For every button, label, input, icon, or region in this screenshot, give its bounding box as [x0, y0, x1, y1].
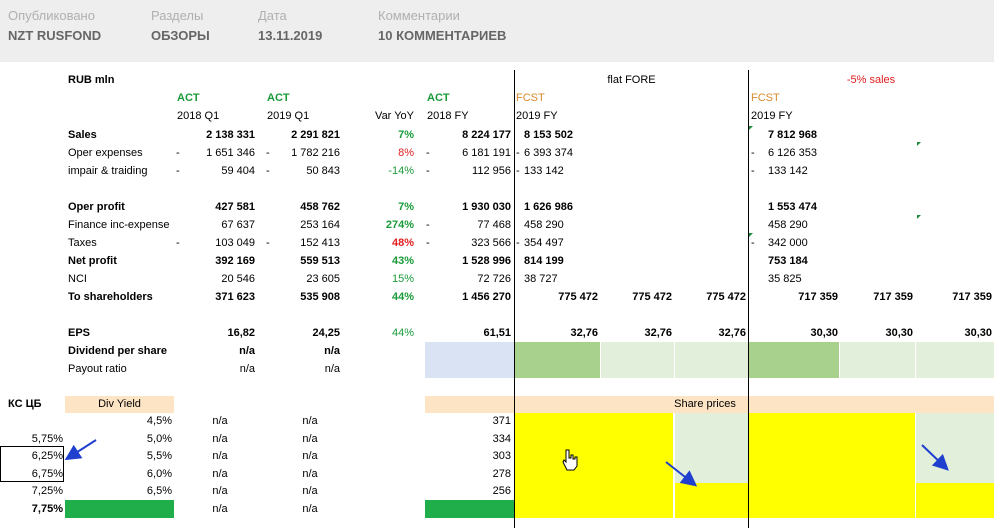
value-flat-1: 775 472: [558, 291, 598, 303]
flat-dividend-fill-3: [675, 342, 748, 378]
na-value-1: n/a: [212, 433, 228, 445]
minus-sign: -: [176, 147, 180, 159]
divider-flat: [514, 70, 515, 528]
value-q1-2018: 16,82: [227, 327, 255, 339]
fy2018-price: 334: [492, 433, 511, 445]
row-label: impair & traiding: [68, 165, 148, 177]
value-var-yoy: -14%: [388, 165, 414, 177]
kc-rate: 7,75%: [31, 503, 63, 515]
flat-price-yellow-fill: [515, 465, 673, 483]
kc-rate: 5,75%: [31, 433, 63, 445]
row-label: EPS: [68, 327, 91, 339]
value-minus-3: 717 359: [952, 291, 992, 303]
flat-dividend-fill-1: [515, 342, 600, 378]
period-q1-2019: 2019 Q1: [267, 110, 310, 122]
row-label: Dividend per share: [68, 345, 168, 357]
cell-marker: [917, 215, 921, 219]
minus-dividend-fill-1: [749, 342, 839, 378]
na-value-1: n/a: [212, 468, 228, 480]
kc-rate: 6,75%: [31, 468, 63, 480]
value-q1-2019: 458 762: [300, 201, 340, 213]
value-q1-2018: 103 049: [215, 237, 255, 249]
act-label-q1-2019: ACT: [267, 92, 290, 104]
minus-sign: -: [516, 165, 520, 177]
flat-price-col3-fill: [675, 482, 748, 500]
value-flat-1: 133 142: [524, 165, 564, 177]
act-label-q1-2018: ACT: [177, 92, 200, 104]
value-q1-2018: 371 623: [215, 291, 255, 303]
na-value-1: n/a: [212, 485, 228, 497]
value-fy2018: 112 956: [472, 165, 511, 177]
meta-date-value: 13.11.2019: [258, 28, 323, 43]
minus-sign: -: [426, 147, 430, 159]
flat-price-col3-fill: [675, 430, 748, 448]
unit-label: RUB mln: [68, 74, 115, 86]
divider-minus: [748, 70, 749, 528]
div-yield-value: 6,0%: [146, 468, 172, 480]
value-var-yoy: 8%: [398, 147, 414, 159]
act-label-fy2018: ACT: [427, 92, 450, 104]
minus-price-yellow-fill: [749, 465, 915, 483]
value-minus-1: 1 553 474: [768, 201, 817, 213]
value-q1-2018: n/a: [239, 345, 255, 357]
value-q1-2019: n/a: [324, 345, 340, 357]
fy2018-price: 303: [492, 450, 511, 462]
value-q1-2018: 2 138 331: [206, 129, 255, 141]
value-q1-2019: 50 843: [306, 165, 340, 177]
na-value-2: n/a: [302, 485, 318, 497]
value-q1-2019: 2 291 821: [291, 129, 340, 141]
minus-price-yellow-fill: [749, 412, 915, 430]
value-q1-2018: 59 404: [221, 165, 255, 177]
value-flat-1: 6 393 374: [524, 147, 573, 159]
value-q1-2018: 1 651 346: [206, 147, 255, 159]
value-q1-2019: 559 513: [300, 255, 340, 267]
value-var-yoy: 274%: [385, 219, 414, 231]
value-flat-1: 8 153 502: [524, 129, 573, 141]
value-fy2018: 8 224 177: [462, 129, 511, 141]
value-var-yoy: 7%: [398, 201, 414, 213]
meta-published-value[interactable]: NZT RUSFOND: [8, 28, 102, 43]
minus-sign: -: [176, 165, 180, 177]
na-value-2: n/a: [302, 450, 318, 462]
value-fy2018: 323 566: [471, 237, 511, 249]
row-label: NCI: [68, 273, 87, 285]
na-value-2: n/a: [302, 433, 318, 445]
minus-sign: -: [176, 237, 180, 249]
value-fy2018: 61,51: [483, 327, 511, 339]
fy2018-price: 256: [492, 485, 511, 497]
flat-price-yellow-fill: [515, 447, 673, 465]
value-flat-2: 32,76: [644, 327, 672, 339]
value-var-yoy: 7%: [398, 129, 414, 141]
value-q1-2018: 67 637: [221, 219, 255, 231]
minus-dividend-fill-3: [916, 342, 994, 378]
cell-marker: [749, 126, 753, 130]
value-q1-2019: 152 413: [300, 237, 340, 249]
value-minus-2: 30,30: [885, 327, 913, 339]
row-label: Oper expenses: [68, 147, 143, 159]
minus-price-col3-fill: [916, 412, 994, 430]
value-var-yoy: 44%: [391, 327, 414, 339]
value-flat-3: 32,76: [718, 327, 746, 339]
value-minus-1: 30,30: [810, 327, 838, 339]
flat-dividend-fill-2: [601, 342, 674, 378]
minus-sign: -: [426, 165, 430, 177]
value-flat-1: 458 290: [524, 219, 564, 231]
flat-price-yellow-fill: [515, 500, 673, 518]
value-flat-1: 32,76: [570, 327, 598, 339]
fy2018-dividend-fill: [425, 342, 514, 378]
value-minus-1: 342 000: [768, 237, 808, 249]
na-value-2: n/a: [302, 503, 318, 515]
value-minus-1: 717 359: [798, 291, 838, 303]
value-minus-2: 717 359: [873, 291, 913, 303]
meta-date: [258, 8, 322, 43]
row-label: Payout ratio: [68, 363, 127, 375]
flat-price-yellow-fill: [515, 482, 673, 500]
value-q1-2018: 427 581: [215, 201, 255, 213]
value-minus-1: 133 142: [768, 165, 808, 177]
minus-sign: -: [751, 147, 755, 159]
value-flat-1: 354 497: [524, 237, 564, 249]
value-minus-3: 30,30: [964, 327, 992, 339]
value-q1-2018: 392 169: [215, 255, 255, 267]
minus-sign: -: [266, 147, 270, 159]
value-var-yoy: 48%: [391, 237, 414, 249]
value-minus-1: 753 184: [768, 255, 808, 267]
flat-price-yellow-fill: [515, 430, 673, 448]
flat-price-col3-fill: [675, 500, 748, 518]
minus-sign: -: [266, 237, 270, 249]
value-q1-2019: 1 782 216: [291, 147, 340, 159]
value-fy2018: 1 930 030: [462, 201, 511, 213]
na-value-2: n/a: [302, 468, 318, 480]
meta-sections: [151, 8, 210, 43]
row-label: Sales: [68, 129, 97, 141]
meta-published-label: Опубликовано: [8, 8, 95, 23]
flat-price-col3-fill: [675, 412, 748, 430]
value-minus-1: 6 126 353: [768, 147, 817, 159]
share-prices-label: Share prices: [674, 398, 736, 410]
cell-marker: [749, 233, 753, 237]
value-flat-2: 775 472: [632, 291, 672, 303]
na-value-1: n/a: [212, 415, 228, 427]
minus-price-yellow-fill: [749, 447, 915, 465]
minus-price-col3-fill: [916, 447, 994, 465]
post-meta-bar: [0, 0, 994, 62]
row-label: Taxes: [68, 237, 97, 249]
value-q1-2019: 24,25: [312, 327, 340, 339]
kc-rate: 6,25%: [31, 450, 63, 462]
minus-price-yellow-fill: [749, 430, 915, 448]
minus-sign: -: [516, 147, 520, 159]
div-yield-value: 4,5%: [146, 415, 172, 427]
period-var-yoy: Var YoY: [375, 110, 414, 122]
value-q1-2018: 20 546: [221, 273, 255, 285]
minus-sign: -: [751, 237, 755, 249]
kc-rate: 7,25%: [31, 485, 63, 497]
row-label: Finance inc-expense: [68, 219, 170, 231]
flat-price-col3-fill: [675, 465, 748, 483]
period-fy2019-flat: 2019 FY: [516, 110, 558, 122]
period-q1-2018: 2018 Q1: [177, 110, 220, 122]
div-yield-value: 6,5%: [146, 485, 172, 497]
minus-price-col3-fill: [916, 430, 994, 448]
fy2018-price: 278: [492, 468, 511, 480]
meta-comments-label: Комментарии: [378, 8, 460, 23]
minus-sign: -: [516, 237, 520, 249]
meta-sections-value[interactable]: ОБЗОРЫ: [151, 28, 210, 43]
meta-published: [8, 8, 101, 43]
minus-dividend-fill-2: [840, 342, 915, 378]
price-highlight-fill: [425, 500, 514, 518]
value-var-yoy: 44%: [391, 291, 414, 303]
value-var-yoy: 15%: [391, 273, 414, 285]
div-yield-value: 5,5%: [146, 450, 172, 462]
value-fy2018: 72 726: [477, 273, 511, 285]
fy2018-price: 371: [492, 415, 511, 427]
minus-sign: -: [426, 237, 430, 249]
value-minus-1: 7 812 968: [768, 129, 817, 141]
meta-date-label: Дата: [258, 8, 287, 23]
na-value-1: n/a: [212, 503, 228, 515]
value-fy2018: 1 528 996: [462, 255, 511, 267]
value-q1-2019: n/a: [324, 363, 340, 375]
meta-comments-value[interactable]: 10 КОММЕНТАРИЕВ: [378, 28, 507, 43]
minus-sign: -: [266, 165, 270, 177]
value-flat-1: 814 199: [524, 255, 564, 267]
meta-comments: [378, 8, 506, 43]
value-q1-2019: 535 908: [300, 291, 340, 303]
value-flat-1: 38 727: [524, 273, 558, 285]
period-fy2018: 2018 FY: [427, 110, 469, 122]
value-fy2018: 6 181 191: [462, 147, 511, 159]
value-flat-1: 1 626 986: [524, 201, 573, 213]
cell-marker: [917, 142, 921, 146]
div-yield-label: Div Yield: [98, 398, 141, 410]
period-fy2019-minus: 2019 FY: [751, 110, 793, 122]
value-q1-2019: 253 164: [300, 219, 340, 231]
kc-cb-label: КС ЦБ: [8, 398, 42, 410]
div-yield-highlight-fill: [65, 500, 174, 518]
meta-sections-label: Разделы: [151, 8, 204, 23]
fcst-label-minus: FCST: [751, 92, 780, 104]
fcst-label-flat: FCST: [516, 92, 545, 104]
value-var-yoy: 43%: [391, 255, 414, 267]
minus-sign: -: [751, 165, 755, 177]
spreadsheet-image: [0, 70, 994, 528]
row-label: To shareholders: [68, 291, 153, 303]
value-minus-1: 458 290: [768, 219, 808, 231]
na-value-2: n/a: [302, 415, 318, 427]
flat-price-yellow-fill: [515, 412, 673, 430]
value-flat-3: 775 472: [706, 291, 746, 303]
value-fy2018: 1 456 270: [462, 291, 511, 303]
value-q1-2019: 23 605: [306, 273, 340, 285]
flat-price-col3-fill: [675, 447, 748, 465]
minus-price-col3-fill: [916, 482, 994, 500]
minus-price-col3-fill: [916, 500, 994, 518]
flat-fore-title: flat FORE: [607, 74, 656, 86]
minus-price-yellow-fill: [749, 500, 915, 518]
row-label: Oper profit: [68, 201, 125, 213]
na-value-1: n/a: [212, 450, 228, 462]
minus-sales-title: -5% sales: [846, 74, 896, 86]
value-fy2018: 77 468: [477, 219, 511, 231]
div-yield-value: 5,0%: [146, 433, 172, 445]
minus-sign: -: [426, 219, 430, 231]
row-label: Net profit: [68, 255, 117, 267]
value-q1-2018: n/a: [239, 363, 255, 375]
minus-price-col3-fill: [916, 465, 994, 483]
minus-price-yellow-fill: [749, 482, 915, 500]
value-minus-1: 35 825: [768, 273, 802, 285]
